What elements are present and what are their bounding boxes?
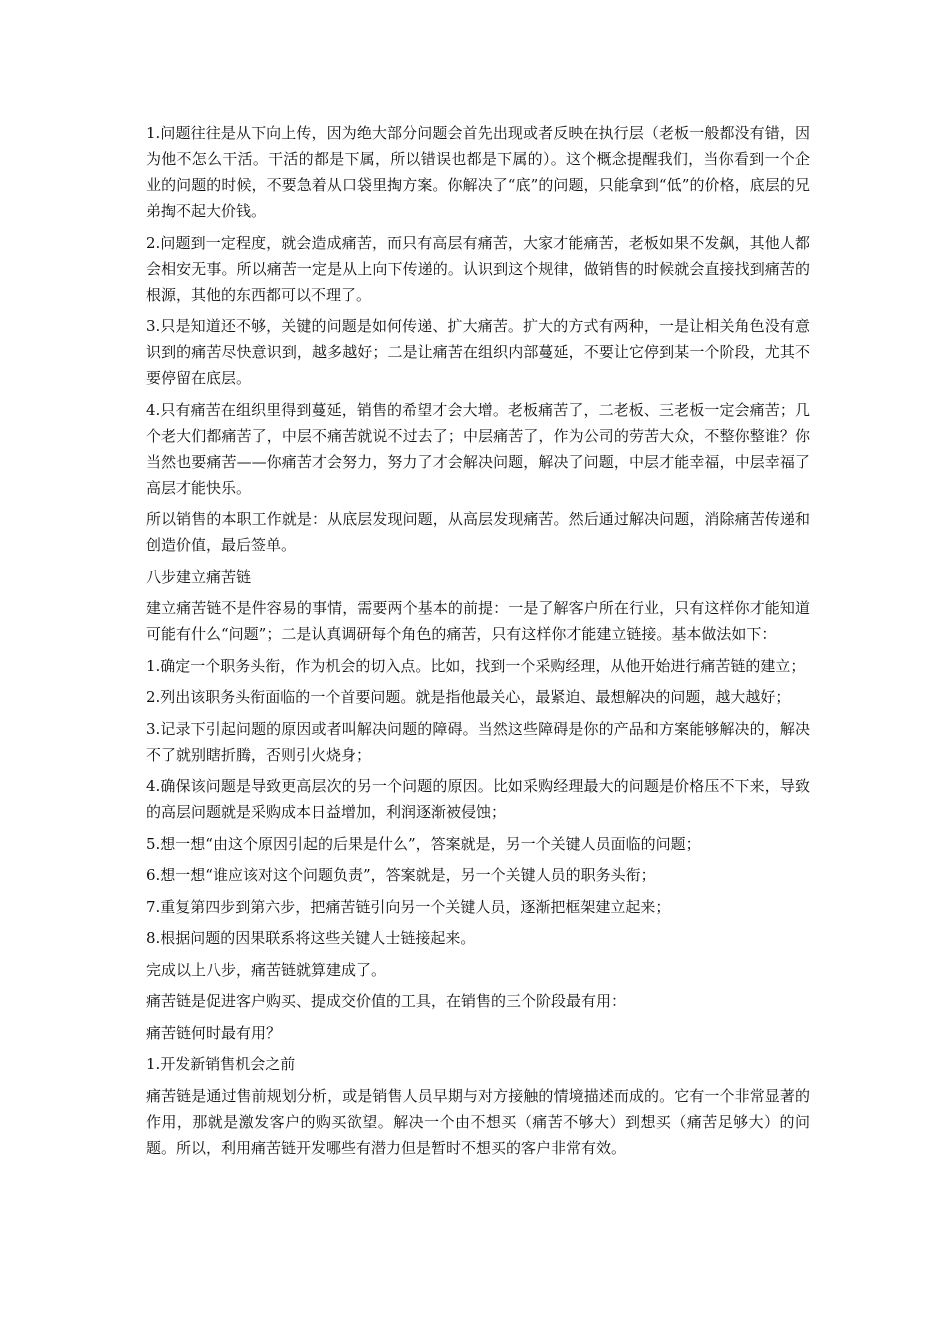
subheading-stage-1: 1.开发新销售机会之前	[146, 1055, 296, 1073]
step-2: 2.列出该职务头衔面临的一个首要问题。就是指他最关心，最紧迫、最想解决的问题，越大越好；	[146, 688, 791, 706]
section-heading: 八步建立痛苦链	[146, 567, 252, 586]
step-4: 4.确保该问题是导致更高层次的另一个问题的原因。比如采购经理最大的问题是价格压不下来，导致的高层问题就是采购成本日益增加，利润逐渐被侵蚀；	[146, 777, 810, 821]
paragraph-3: 3.只是知道还不够，关键的问题是如何传递、扩大痛苦。扩大的方式有两种，一是让相关角色没有意识到的痛苦尽快意识到，越多越好；二是让痛苦在组织内部蔓延，不要让它停到某一个阶段，尤其不要停留在底层。	[146, 317, 810, 387]
paragraph-complete: 完成以上八步，痛苦链就算建成了。	[146, 960, 387, 979]
paragraph-intro: 建立痛苦链不是件容易的事情，需要两个基本的前提：一是了解客户所在行业，只有这样你才能知道可能有什么“问题”；二是认真调研每个角色的痛苦，只有这样你才能建立链接。基本做法如下：	[146, 599, 810, 643]
paragraph-1: 1.问题往往是从下向上传，因为绝大部分问题会首先出现或者反映在执行层（老板一般都没有错，因为他不怎么干活。干活的都是下属，所以错误也都是下属的）。这个概念提醒我们，当你看到一个企业的问题的时候，不要急着从口袋里掏方案。你解决了“底”的问题，只能拿到“低”的价格，底层的兄弟掏不起大价钱。	[146, 124, 810, 220]
paragraph-stage-1: 痛苦链是通过售前规划分析，或是销售人员早期与对方接触的情境描述而成的。它有一个非常显著的作用，那就是激发客户的购买欲望。解决一个由不想买（痛苦不够大）到想买（痛苦足够大）的问题。所以，利用痛苦链开发哪些有潜力但是暂时不想买的客户非常有效。	[146, 1086, 810, 1157]
paragraph-summary: 所以销售的本职工作就是：从底层发现问题，从高层发现痛苦。然后通过解决问题，消除痛苦传递和创造价值，最后签单。	[146, 510, 810, 554]
step-8: 8.根据问题的因果联系将这些关键人士链接起来。	[146, 929, 476, 947]
subheading-when-useful: 痛苦链何时最有用？	[146, 1023, 282, 1042]
document-body	[146, 120, 810, 1166]
paragraph-4: 4.只有痛苦在组织里得到蔓延，销售的希望才会大增。老板痛苦了，二老板、三老板一定会痛苦；几个老大们都痛苦了，中层不痛苦就说不过去了；中层痛苦了，作为公司的劳苦大众，不整你整谁？你当然也要痛苦——你痛苦才会努力，努力了才会解决问题，解决了问题，中层才能幸福，中层幸福了高层才能快乐。	[146, 400, 810, 497]
step-1: 1.确定一个职务头衔，作为机会的切入点。比如，找到一个采购经理，从他开始进行痛苦链的建立；	[146, 656, 806, 675]
step-6: 6.想一想“谁应该对这个问题负责”，答案就是，另一个关键人员的职务头衔；	[146, 866, 656, 884]
paragraph-2: 2.问题到一定程度，就会造成痛苦，而只有高层有痛苦，大家才能痛苦，老板如果不发飙，其他人都会相安无事。所以痛苦一定是从上向下传递的。认识到这个规律，做销售的时候就会直接找到痛苦的根源，其他的东西都可以不理了。	[146, 233, 810, 304]
step-7: 7.重复第四步到第六步，把痛苦链引向另一个关键人员，逐渐把框架建立起来；	[146, 897, 671, 916]
step-3: 3.记录下引起问题的原因或者叫解决问题的障碍。当然这些障碍是你的产品和方案能够解决的，解决不了就别瞎折腾，否则引火烧身；	[146, 719, 810, 764]
step-5: 5.想一想“由这个原因引起的后果是什么”，答案就是，另一个关键人员面临的问题；	[146, 834, 701, 853]
paragraph-usage: 痛苦链是促进客户购买、提成交价值的工具，在销售的三个阶段最有用：	[146, 992, 627, 1010]
